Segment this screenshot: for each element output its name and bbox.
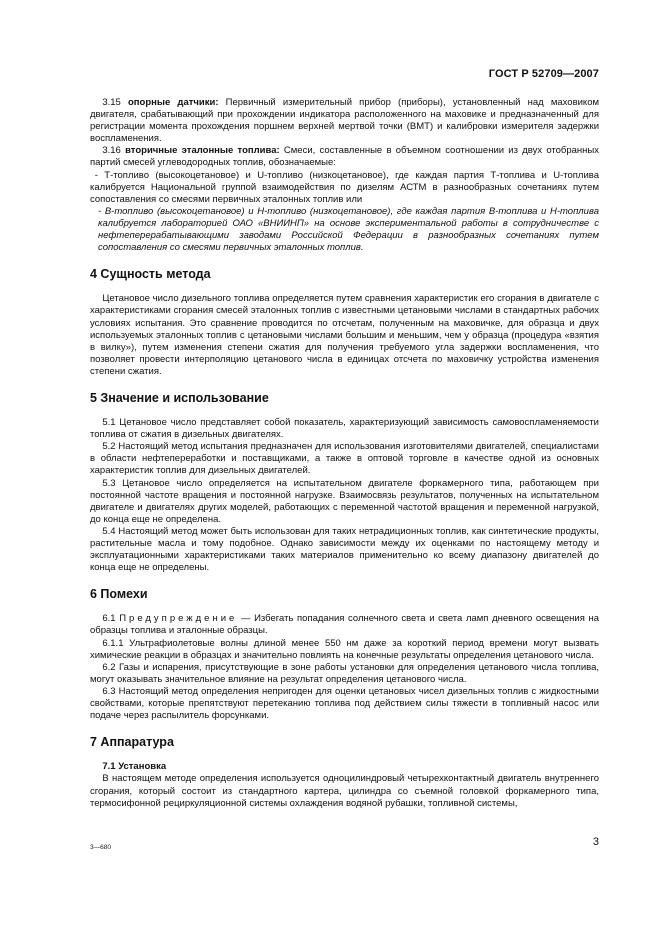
definition: Смеси, составленные в объемном соотношении из двух отобранных партий смесей углеводородных топлив, обозначаемые: <box>90 145 599 169</box>
list-item-b-h-fuel: - В-топливо (высокоцетановое) и Н-топливо (низкоцетановое), где каждая партия В-топлива и Н-топлива калибруется лабораторией ОАО «ВНИИНП» на основе экспериментальной работы в сотрудничестве с нефтеперерабатывающими заводами Российской Федерации в разнообразных сочетаниях путем сопоставления со смесями первичных эталонных топлив. <box>98 205 599 254</box>
paragraph-5-1: 5.1 Цетановое число представляет собой показатель, характеризующий зависимость самовоспламеняемости топлива от сжатия в дизельных двигателях. <box>90 417 599 441</box>
definition: Первичный измерительный прибор (приборы), установленный над маховиком двигателя, срабатывающий при прохождении индикатора расположенного на маховике и предназначенный для регистрации момента прохождения поршнем верхней мертвой точки (ВМТ) и калибровки измерителя задержки воспламенения. <box>90 97 600 145</box>
paragraph-5-4: 5.4 Настоящий метод может быть использован для таких нетрадиционных топлив, как синтетические продукты, растительные масла и тому подобное. Однако зависимости между их оценками по настоящему методу и эксплуатационными характеристиками таких материалов применительно ко всему диапазону двигателей до конца еще не определены. <box>90 525 599 574</box>
print-code: 3—680 <box>90 844 111 851</box>
paragraph-6-1-1: 6.1.1 Ультрафиолетовые волны длиной менее 550 нм даже за короткий период времени могут вызвать химические реакции в образцах и значительно повлиять на конечные результаты определения цетанового числа. <box>90 637 599 661</box>
paragraph-3-15 <box>90 97 599 145</box>
paragraph-3-16 <box>90 145 599 169</box>
section-heading-6: 6 Помехи <box>90 587 148 602</box>
paragraph-5-3: 5.3 Цетановое число определяется на испытательном двигателе форкамерного типа, работающем при постоянной частоте вращения и постоянной нагрузке. Взаимосвязь результатов, полученных на испытательном двигателе и двигателях других моделей, работающих с переменной частотой вращения и переменной нагрузкой, до конца еще не определена. <box>90 477 599 525</box>
standard-header: ГОСТ Р 52709—2007 <box>488 68 599 80</box>
clause-number: 3.15 <box>102 97 121 108</box>
term: опорные датчики: <box>128 97 219 108</box>
subsection-heading-7-1: 7.1 Установка <box>102 761 167 773</box>
warning-text: — Избегать попадания солнечного света и света ламп дневного освещения на образцы топлива и эталонные образцы. <box>90 613 600 637</box>
section-heading-4: 4 Сущность метода <box>90 267 211 282</box>
page-content <box>90 97 599 810</box>
paragraph-6-1 <box>90 613 599 637</box>
warning-label: Предупреждение <box>119 613 238 625</box>
clause-number: 6.1 <box>102 613 116 625</box>
clause-number: 3.16 <box>102 145 121 157</box>
paragraph-7-1: В настоящем методе определения используется одноцилиндровый четырехконтактный двигатель внутреннего сгорания, который состоит из стандартного картера, цилиндра со съемной головкой форкамерного типа, термосифонной рециркуляционной системы охлаждения водяной рубашки, топливной системы, <box>90 773 599 809</box>
list-item-t-u-fuel: - Т-топливо (высокоцетановое) и U-топливо (низкоцетановое), где каждая партия Т-топлива и U-топлива калибруется Национальной группой взаимодействия по дизелям АСТМ в разнообразных сочетаниях путем сопоставления со смесями первичных эталонных топлив или <box>90 169 599 205</box>
term: вторичные эталонные топлива: <box>125 145 280 157</box>
section-heading-5: 5 Значение и использование <box>90 390 269 405</box>
paragraph-6-3: 6.3 Настоящий метод определения непригоден для оценки цетановых чисел дизельных топлив с жидкостными свойствами, которые препятствуют перетеканию топлива под действием силы тяжести в топливный насос или подаче через распылитель форсунками. <box>90 685 599 722</box>
paragraph-5-2: 5.2 Настоящий метод испытания предназначен для использования изготовителями двигателей, специалистами в области нефтепереработки и поставщиками, а также в оптовой торговле в качестве одной из основных характеристик топлив для дизельных двигателей. <box>90 441 599 477</box>
paragraph-6-2: 6.2 Газы и испарения, присутствующие в зоне работы установки для определения цетанового числа топлива, могут оказывать значительное влияние на результат определения цетанового числа. <box>90 661 599 685</box>
page-number: 3 <box>592 836 599 848</box>
section-heading-7: 7 Аппаратура <box>90 735 174 750</box>
paragraph-4: Цетановое число дизельного топлива определяется путем сравнения характеристик его сгорания в двигателе с характеристиками сгорания смесей эталонных топлив с известными цетановыми числами в стандартных рабочих условиях испытания. Это сравнение проводится по отсчетам, полученным на маховичке, для образца и двух используемых эталонных топлив с цетановыми числами большим и меньшим, чем у образца (процедура «взятия в вилку»), путем изменения степени сжатия для получения требуемого угла задержки воспламенения, что позволяет провести интерполяцию цетанового числа в единицах отсчета по маховичку устройства изменения степени сжатия. <box>90 293 599 377</box>
